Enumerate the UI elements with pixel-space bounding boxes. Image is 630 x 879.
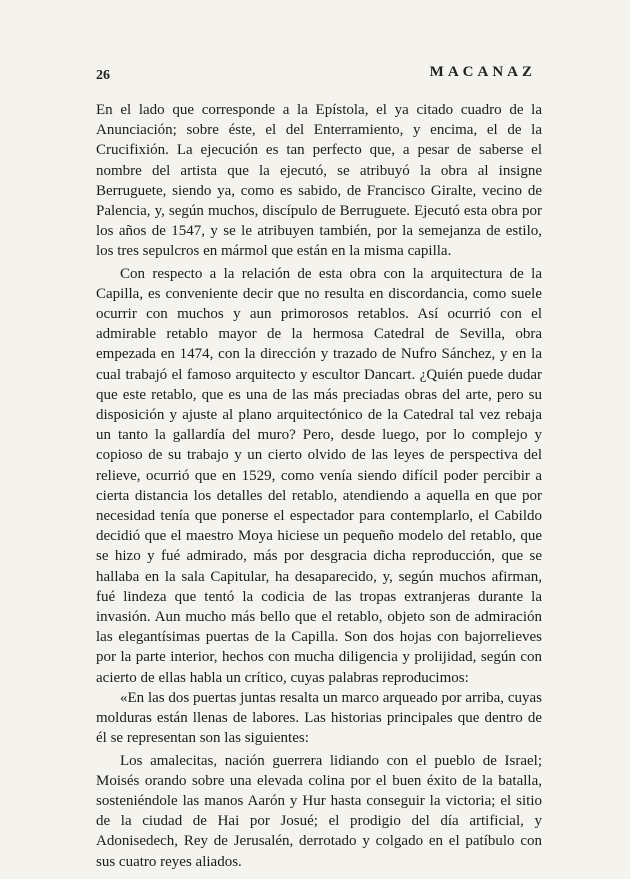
paragraph-2: Con respecto a la relación de esta obra con la arquitectura de la Capilla, es conveniente decir que no resulta en discordancia, como suele ocurrir con muchos y aun primorosos retablos. Así ocurrió con el admirable retablo mayor de la hermosa Catedral de Sevilla, obra empezada en 1474, con la dirección y trazado de Nufro Sánchez, y en la cual trabajó el famoso arquitecto y escultor Dancart. ¿Quién puede dudar que este retablo, que es una de las más preciadas obras del arte, pero su disposición y ajuste al plano arquitectónico de la Catedral tal vez rebaja un tanto la gallardía del muro? Pero, desde luego, por lo complejo y copioso de su trabajo y un cierto olvido de las leyes de perspectiva del relieve, ocurrió que en 1529, como venía siendo difícil poder percibir a cierta distancia los detalles del retablo, atendiendo a aquella en que por necesidad tenía que ponerse el espectador para contemplarlo, el Cabildo decidió que el maestro Moya hiciese un pequeño modelo del retablo, que se hizo y fué admirado, más por desgracia dicha reproducción, que se hallaba en la sala Capitular, ha desaparecido, y, según muchos afirman, fué lindeza que tentó la codicia de las tropas extranjeras durante la invasión. Aun mucho más bello que el retablo, objeto son de admiración las elegantísimas puertas de la Capilla. Son dos hojas con bajorrelieves por la parte interior, hechos con mucha diligencia y prolijidad, según con acierto de ellas habla un crítico, cuyas palabras reproducimos:	[96, 265, 542, 686]
page-number: 26	[96, 68, 110, 83]
paragraph-1: En el lado que corresponde a la Epístola, el ya citado cuadro de la Anunciación; sobre éste, el del Enterramiento, y encima, el de la Crucifixión. La ejecución es tan perfecto que, a pesar de saberse el nombre del artista que la ejecutó, se atribuyó la obra al insigne Berruguete, siendo ya, como es sabido, de Francisco Giralte, vecino de Palencia, y, según muchos, discípulo de Berruguete. Ejecutó esta obra por los años de 1547, y se le atribuyen también, por la semejanza de estilo, los tres sepulcros en mármol que están en la misma capilla.	[96, 102, 542, 260]
paragraph-3-quote: «En las dos puertas juntas resalta un marco arqueado por arriba, cuyas molduras están llenas de labores. Las historias principales que dentro de él se representan son las siguientes:	[96, 689, 542, 747]
running-title: MACANAZ	[429, 64, 536, 80]
paragraph-4: Los amalecitas, nación guerrera lidiando con el pueblo de Israel; Moisés orando sobre una elevada colina por el buen éxito de la batalla, sosteniéndole las manos Aarón y Hur hasta conseguir la victoria; el sitio de la ciudad de Hai por Josué; el prodigio del día artificial, y Adonisedech, Rey de Jerusalén, derrotado y colgado en el patíbulo con sus cuatro reyes aliados.	[96, 752, 542, 870]
page-header	[96, 64, 536, 86]
body-text	[96, 100, 542, 872]
